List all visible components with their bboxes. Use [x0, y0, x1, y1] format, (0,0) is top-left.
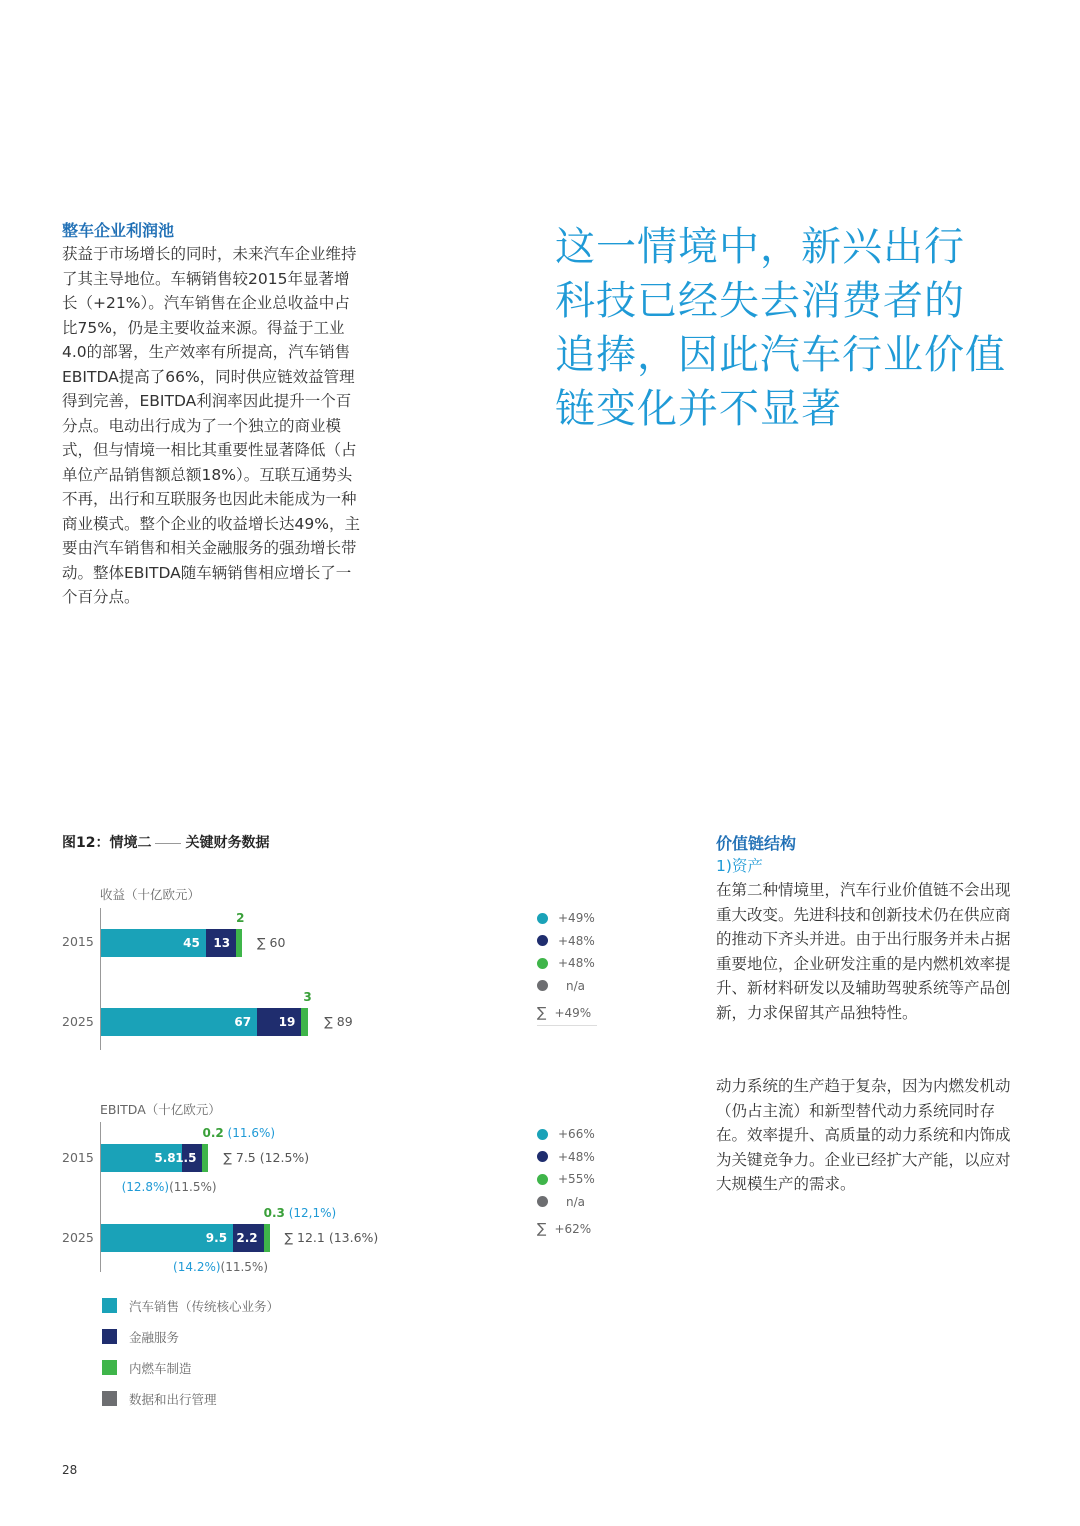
profit-pool-paragraph: 获益于市场增长的同时，未来汽车企业维持了其主导地位。车辆销售较2015年显著增长（+21%）。汽车销售在企业总收益中占比75%，仍是主要收益来源。得益于工业4.0的部署，生产效率有所提高，汽车销售EBITDA提高了66%，同时供应链效益管理得到完善，EBITDA利润率因此提升一个百分点。电动出行成为了一个独立的商业模式，但与情境一相比其重要性显著降低（占单位产品销售额总额18%）。互联互通势头不再，出行和互联服务也因此未能成为一种商业模式。整个企业的收益增长达49%，主要由汽车销售和相关金融服务的强劲增长带动。整体EBITDA随车辆销售相应增长了一个百分点。	[62, 245, 360, 606]
green-swatch-icon	[102, 1360, 117, 1375]
stacked-bar	[101, 1008, 308, 1036]
bar-value-label: 67	[234, 1015, 252, 1029]
title-rule	[155, 843, 181, 844]
year-label: 2015	[62, 934, 94, 949]
quote-line: 链变化并不显著	[555, 386, 842, 432]
growth-item: +66%	[537, 1123, 595, 1146]
bar-total: ∑ 89	[324, 1014, 353, 1029]
stacked-bar	[101, 1144, 208, 1172]
revenue-chart-title: 收益（十亿欧元）	[100, 887, 201, 902]
green-dot-icon	[537, 958, 548, 969]
revenue-growth-list	[537, 907, 597, 1026]
year-label: 2025	[62, 1230, 94, 1245]
growth-item: +48%	[537, 930, 597, 953]
growth-item: +48%	[537, 1146, 595, 1169]
stacked-bar	[101, 1224, 270, 1252]
margin-label: (12,1%)	[284, 1206, 337, 1220]
margin-labels-below	[173, 1256, 268, 1275]
gray-dot-icon	[537, 1196, 548, 1207]
value: 0.3	[263, 1206, 285, 1220]
growth-item: n/a	[537, 975, 597, 998]
bar-segment	[175, 1144, 203, 1172]
gray-dot-icon	[537, 980, 548, 991]
legend-item: 金融服务	[102, 1321, 279, 1352]
bar-total: ∑ 7.5 (12.5%)	[223, 1150, 310, 1165]
bar-segment	[202, 1144, 208, 1172]
bar-value-label: 9.5	[205, 1231, 228, 1245]
ebitda-chart-title: EBITDA（十亿欧元）	[100, 1102, 221, 1117]
sigma-icon: ∑	[537, 1221, 547, 1238]
navy-dot-icon	[537, 935, 548, 946]
margin-label: (12.8%)	[121, 1180, 170, 1194]
legend-item: 汽车销售（传统核心业务）	[102, 1290, 279, 1321]
margin-label: (11.5%)	[220, 1260, 269, 1274]
bar-value-label-above	[236, 911, 244, 925]
ebitda-growth-list	[537, 1123, 595, 1241]
profit-pool-heading: 整车企业利润池	[62, 221, 175, 240]
bar-value-label: 1.5	[175, 1151, 197, 1165]
stacked-bar	[101, 929, 242, 957]
value-chain-paragraph-1: 在第二种情境里，汽车行业价值链不会出现重大改变。先进科技和创新技术仍在供应商的推动下齐头并进。由于出行服务并未占据重要地位，企业研发注重的是内燃机效率提升、新材料研发以及辅助驾驶系统等产品创新，力求保留其产品独特性。	[716, 881, 1011, 1022]
bar-value-label: 2.2	[236, 1231, 258, 1245]
bar-segment	[101, 929, 206, 957]
bar-segment	[301, 1008, 308, 1036]
figure-title-prefix: 图12：情境二	[62, 835, 152, 851]
growth-item: n/a	[537, 1191, 595, 1214]
bar-value-label-above	[303, 990, 311, 1004]
bar-value-label-above	[202, 1126, 275, 1140]
margin-labels-below	[122, 1176, 217, 1195]
bar-value-label: 19	[278, 1015, 296, 1029]
pull-quote	[555, 220, 1055, 436]
navy-dot-icon	[537, 1151, 548, 1162]
value-chain-paragraph-2: 动力系统的生产趋于复杂，因为内燃发机动（仍占主流）和新型替代动力系统同时存在。效率提升、高质量的动力系统和内饰成为关键竞争力。企业已经扩大产能，以应对大规模生产的需求。	[716, 1077, 1011, 1193]
bar-total: ∑ 60	[257, 935, 286, 950]
bar-segment	[264, 1224, 270, 1252]
bar-segment	[101, 1144, 182, 1172]
legend-item: 数据和出行管理	[102, 1383, 279, 1414]
legend-item: 内燃车制造	[102, 1352, 279, 1383]
bar-value-label: 5.8	[154, 1151, 176, 1165]
assets-subheading: 1)资产	[716, 857, 763, 875]
margin-label: (11.5%)	[169, 1180, 217, 1194]
figure-title-suffix: 关键财务数据	[185, 835, 270, 851]
bar-segment	[233, 1224, 264, 1252]
bar-segment	[101, 1224, 233, 1252]
growth-item: +55%	[537, 1168, 595, 1191]
chart-legend	[102, 1290, 279, 1414]
year-label: 2025	[62, 1014, 94, 1029]
growth-total: ∑ +62%	[537, 1221, 592, 1238]
bar-value-label: 13	[213, 936, 231, 950]
bar-total: ∑ 12.1 (13.6%)	[284, 1230, 379, 1245]
sigma-icon: ∑	[537, 1005, 547, 1022]
teal-dot-icon	[537, 1129, 548, 1140]
bar-value-label-above	[264, 1206, 337, 1220]
growth-item: +49%	[537, 907, 597, 930]
bar-segment	[101, 1008, 257, 1036]
green-dot-icon	[537, 1174, 548, 1185]
bar-segment	[236, 929, 242, 957]
navy-swatch-icon	[102, 1329, 117, 1344]
value: 2	[236, 911, 245, 925]
quote-line: 这一情境中，新兴出行	[555, 224, 965, 270]
figure-title	[62, 832, 269, 852]
margin-label: (14.2%)	[173, 1260, 221, 1274]
growth-total: ∑ +49%	[537, 1005, 592, 1022]
quote-line: 追捧，因此汽车行业价值	[555, 332, 1006, 378]
year-label: 2015	[62, 1150, 94, 1165]
quote-line: 科技已经失去消费者的	[555, 278, 965, 324]
value-chain-heading: 价值链结构	[716, 834, 797, 853]
page-number: 28	[62, 1463, 78, 1477]
value: 0.2	[202, 1126, 224, 1140]
gray-swatch-icon	[102, 1391, 117, 1406]
bar-value-label: 45	[183, 936, 200, 950]
bar-segment	[206, 929, 236, 957]
growth-divider	[537, 1025, 597, 1026]
growth-item: +48%	[537, 952, 597, 975]
value: 3	[303, 990, 312, 1004]
bar-segment	[257, 1008, 301, 1036]
margin-label: (11.6%)	[223, 1126, 276, 1140]
teal-swatch-icon	[102, 1298, 117, 1313]
teal-dot-icon	[537, 913, 548, 924]
